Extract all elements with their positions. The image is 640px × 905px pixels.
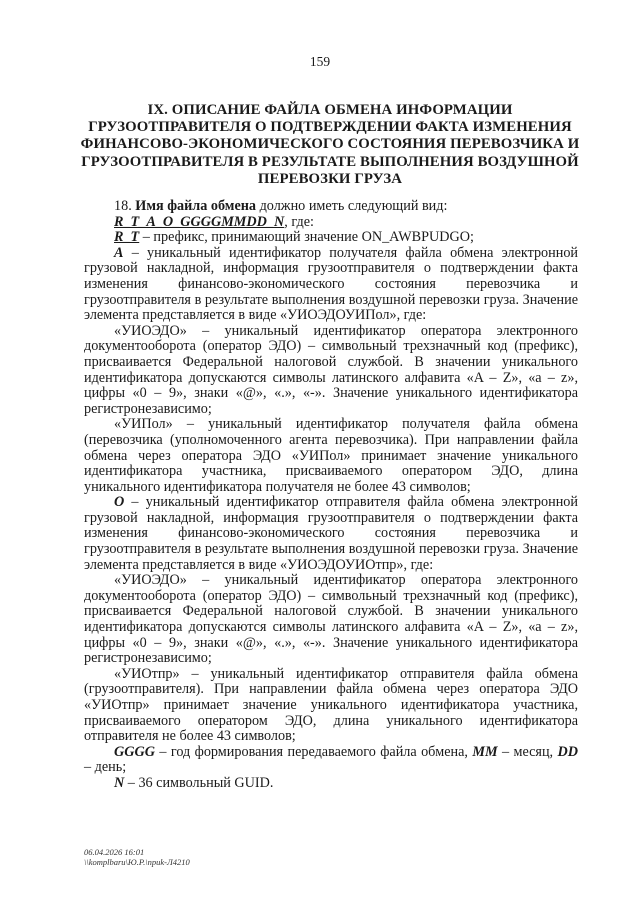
paragraph-receiver-id: A – уникальный идентификатор получателя файла обмена электронной грузовой накладной, информация грузоотправителя о подтверждении факта изменения финансово-экономического состояния перевозчика и грузоотправителя в результате выполнения воздушной перевозки груза. Значение элемента представляется в виде «УИОЭДОУИПол», где: bbox=[84, 244, 578, 324]
footer-path: \\komplbaru\Ю.Р.\npuk-Л4210 bbox=[84, 857, 190, 867]
paragraph-sender-uid: «УИОтпр» – уникальный идентификатор отправителя файла обмена (грузоотправителя). При направлении файла обмена через оператора ЭДО «УИОтпр» принимает значение уникального идентификатора участника, присваиваемого оператором ЭДО, длина уникального идентификатора отправителя не более 43 символов; bbox=[84, 665, 578, 745]
paragraph-operator-id-2: «УИОЭДО» – уникальный идентификатор оператора электронного документооборота (оператор ЭДО) – символьный трехзначный код (префикс), присваивается Федеральной налоговой службой. В значении уникального идентификатора допускаются символы латинского алфавита «A – Z», «a – z», цифры «0 – 9», знаки «@», «.», «-». Значение уникального идентификатора регистронезависимо; bbox=[84, 572, 578, 667]
footer-datetime: 06.04.2026 16:01 bbox=[84, 847, 145, 857]
guid-code: N bbox=[114, 774, 125, 791]
paragraph-file-name: 18. Имя файла обмена должно иметь следующий вид: bbox=[114, 198, 448, 214]
month-code: MM bbox=[472, 743, 498, 760]
paragraph-receiver-uid: «УИПол» – уникальный идентификатор получателя файла обмена (перевозчика (уполномоченного агента перевозчика). При направлении файла обмена через оператора ЭДО «УИПол» принимает значение уникального идентификатора участника, присваиваемого оператором ЭДО, длина уникального идентификатора получателя не более 43 символов; bbox=[84, 416, 578, 495]
file-name-pattern: R_T_A_O_GGGGMMDD_N bbox=[114, 213, 285, 230]
paragraph-file-pattern: R_T_A_O_GGGGMMDD_N, где: bbox=[114, 213, 314, 230]
paragraph-date: GGGG – год формирования передаваемого файла обмена, MM – месяц, DD – день; bbox=[84, 743, 578, 776]
prefix-code: R_T bbox=[114, 229, 140, 246]
paragraph-guid: N – 36 символьный GUID. bbox=[114, 774, 274, 791]
paragraph-prefix: R_T – префикс, принимающий значение ON_AWBPUDGO; bbox=[114, 229, 474, 246]
paragraph-sender-id: O – уникальный идентификатор отправителя файла обмена электронной грузовой накладной, информация грузоотправителя о подтверждении факта изменения финансово-экономического состояния перевозчика и грузоотправителя в результате выполнения воздушной перевозки груза. Значение элемента представляется в виде «УИОЭДОУИОтпр», где: bbox=[84, 494, 578, 573]
receiver-code: A bbox=[114, 244, 124, 261]
day-code: DD bbox=[557, 743, 578, 760]
paragraph-operator-id-1: «УИОЭДО» – уникальный идентификатор оператора электронного документооборота (оператор ЭДО) – символьный трехзначный код (префикс), присваивается Федеральной налоговой службой. В значении уникального идентификатора допускаются символы латинского алфавита «A – Z», «a – z», цифры «0 – 9», знаки «@», «.», «-». Значение уникального идентификатора регистронезависимо; bbox=[84, 322, 578, 417]
file-name-term: Имя файла обмена bbox=[135, 198, 257, 214]
sender-code: O bbox=[114, 494, 125, 511]
footer-stamp bbox=[84, 847, 190, 867]
year-code: GGGG bbox=[114, 743, 155, 760]
section-title: IX. ОПИСАНИЕ ФАЙЛА ОБМЕНА ИНФОРМАЦИИ ГРУЗООТПРАВИТЕЛЯ О ПОДТВЕРЖДЕНИИ ФАКТА ИЗМЕНЕНИЯ ФИНАНСОВО-ЭКОНОМИЧЕСКОГО СОСТОЯНИЯ ПЕРЕВОЗЧИКА И ГРУЗООТПРАВИТЕЛЯ В РЕЗУЛЬТАТЕ ВЫПОЛНЕНИЯ ВОЗДУШНОЙ ПЕРЕВОЗКИ ГРУЗА bbox=[80, 102, 580, 187]
page-number: 159 bbox=[309, 54, 331, 69]
document-body bbox=[84, 199, 578, 792]
